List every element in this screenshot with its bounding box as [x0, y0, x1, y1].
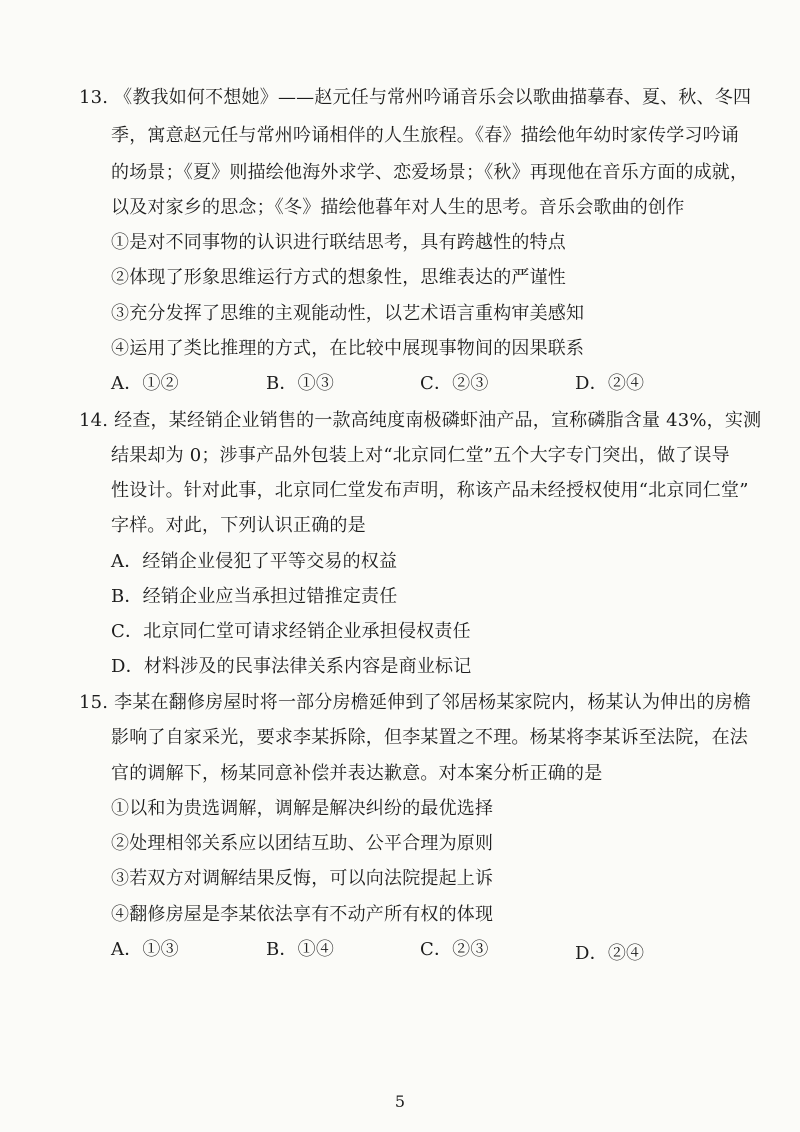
question-stem-text: 《教我如何不想她》——赵元任与常州吟诵音乐会以歌曲描摹春、夏、秋、冬四: [114, 87, 752, 108]
statement-4: ④运用了类比推理的方式，在比较中展现事物间的因果联系: [111, 338, 585, 359]
question-stem-text: 经查，某经销企业销售的一款高纯度南极磷虾油产品，宣称磷脂含量 43%，实测: [114, 410, 762, 431]
option-a[interactable]: A．经销企业侵犯了平等交易的权益: [111, 551, 398, 572]
question-stem-line: 官的调解下，杨某同意补偿并表达歉意。对本案分析正确的是: [111, 763, 603, 784]
statement-1: ①是对不同事物的认识进行联结思考，具有跨越性的特点: [111, 232, 566, 253]
option-a[interactable]: A．①②: [111, 373, 179, 394]
option-b[interactable]: B．①③: [266, 373, 335, 394]
statement-2: ②体现了形象思维运行方式的想象性，思维表达的严谨性: [111, 267, 566, 288]
option-d[interactable]: D．②④: [575, 943, 645, 964]
question-stem-line: 影响了自家采光，要求李某拆除，但李某置之不理。杨某将李某诉至法院，在法: [111, 727, 748, 748]
question-14-line-1: [79, 409, 761, 433]
question-15-line-1: [79, 691, 751, 715]
question-stem-line: 以及对家乡的思念；《冬》描绘他暮年对人生的思考。音乐会歌曲的创作: [111, 197, 685, 218]
option-b[interactable]: B．①④: [266, 939, 335, 960]
question-stem-line: 季，寓意赵元任与常州吟诵相伴的人生旅程。《春》描绘他年幼时家传学习吟诵: [111, 125, 739, 146]
question-number: 15.: [79, 692, 109, 713]
question-stem-text: 李某在翻修房屋时将一部分房檐延伸到了邻居杨某家院内，杨某认为伸出的房檐: [114, 692, 752, 713]
question-stem-line: 结果却为 0；涉事产品外包装上对“北京同仁堂”五个大字专门突出，做了误导: [111, 445, 730, 466]
statement-3: ③若双方对调解结果反悔，可以向法院提起上诉: [111, 868, 494, 889]
option-b[interactable]: B．经销企业应当承担过错推定责任: [111, 586, 398, 607]
option-c[interactable]: C．北京同仁堂可请求经销企业承担侵权责任: [111, 621, 471, 642]
option-a[interactable]: A．①③: [111, 939, 179, 960]
statement-1: ①以和为贵选调解，调解是解决纠纷的最优选择: [111, 798, 494, 819]
statement-3: ③充分发挥了思维的主观能动性，以艺术语言重构审美感知: [111, 303, 585, 324]
question-13-line-1: [79, 86, 751, 110]
option-c[interactable]: C．②③: [420, 373, 489, 394]
option-d[interactable]: D．材料涉及的民事法律关系内容是商业标记: [111, 656, 472, 677]
option-d[interactable]: D．②④: [575, 373, 645, 394]
statement-2: ②处理相邻关系应以团结互助、公平合理为原则: [111, 833, 494, 854]
statement-4: ④翻修房屋是李某依法享有不动产所有权的体现: [111, 904, 494, 925]
question-number: 14.: [79, 410, 109, 431]
question-number: 13.: [79, 87, 109, 108]
question-stem-line: 字样。对此，下列认识正确的是: [111, 515, 366, 536]
option-c[interactable]: C．②③: [420, 939, 489, 960]
question-stem-line: 性设计。针对此事，北京同仁堂发布声明，称该产品未经授权使用“北京同仁堂”: [111, 480, 749, 501]
question-stem-line: 的场景；《夏》则描绘他海外求学、恋爱场景；《秋》再现他在音乐方面的成就，: [111, 162, 749, 183]
page-number: 5: [394, 1092, 406, 1111]
